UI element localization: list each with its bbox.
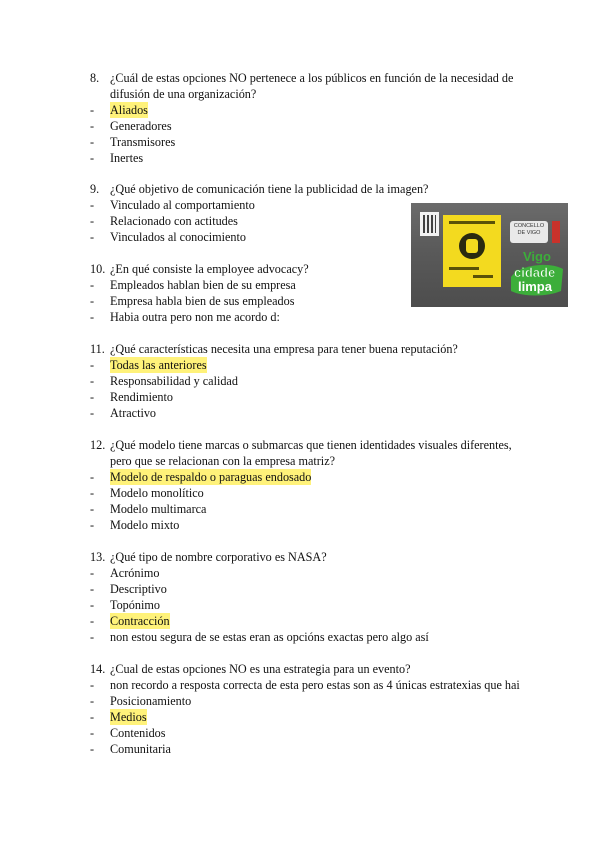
question-text: ¿Cual de estas opciones NO es una estrategia para un evento? xyxy=(110,662,411,676)
svg-text:cidade: cidade xyxy=(514,265,556,280)
question-text: pero que se relacionan con la empresa matriz? xyxy=(110,454,336,468)
answer-text: Relacionado con actitudes xyxy=(110,214,238,228)
bullet-dash: - xyxy=(90,694,95,708)
answer-text: Vinculado al comportamiento xyxy=(110,198,255,212)
answer-text: Vinculados al conocimiento xyxy=(110,230,247,244)
bullet-dash: - xyxy=(90,230,95,244)
answer-option xyxy=(90,373,530,389)
question-text: difusión de una organización? xyxy=(110,87,257,101)
bullet-dash: - xyxy=(90,582,95,596)
answer-text: Transmisores xyxy=(110,135,176,149)
question-number: 9. xyxy=(90,182,100,196)
question-number: 11. xyxy=(90,342,105,356)
poster-seal-icon xyxy=(459,233,485,259)
highlighted-answer: Aliados xyxy=(110,103,148,117)
answer-text: Contenidos xyxy=(110,726,166,740)
bullet-dash: - xyxy=(90,135,95,149)
answer-text: Empleados hablan bien de su empresa xyxy=(110,278,296,292)
answer-option xyxy=(90,565,530,581)
answer-option xyxy=(90,469,530,485)
bullet-dash: - xyxy=(90,214,95,228)
bullet-dash: - xyxy=(90,614,95,628)
answer-text: Atractivo xyxy=(110,406,157,420)
question-8 xyxy=(90,70,530,166)
answer-option xyxy=(90,741,530,757)
answer-text: Modelo multimarca xyxy=(110,502,207,516)
vigo-cidade-limpa-logo xyxy=(509,247,565,299)
bullet-dash: - xyxy=(90,310,95,324)
question-text: ¿Qué características necesita una empresa para tener buena reputación? xyxy=(110,342,458,356)
answer-option xyxy=(90,309,530,325)
bullet-dash: - xyxy=(90,358,95,372)
question-number: 14. xyxy=(90,662,106,676)
question-text: ¿Qué modelo tiene marcas o submarcas que tienen identidades visuales diferentes, xyxy=(110,438,512,452)
highlighted-answer: Modelo de respaldo o paraguas endosado xyxy=(110,470,312,484)
answer-option xyxy=(90,118,530,134)
answer-option xyxy=(90,677,530,693)
question-number: 10. xyxy=(90,262,106,276)
concello-sign: CONCELLO DE VIGO xyxy=(510,221,548,243)
bullet-dash: - xyxy=(90,390,95,404)
question-text: ¿En qué consiste la employee advocacy? xyxy=(110,262,309,276)
answer-option xyxy=(90,725,530,741)
bullet-dash: - xyxy=(90,518,95,532)
question-number: 8. xyxy=(90,71,100,85)
answer-text: Topónimo xyxy=(110,598,160,612)
highlighted-answer: Medios xyxy=(110,710,147,724)
answer-option xyxy=(90,102,530,118)
question-12 xyxy=(90,437,530,533)
question-13 xyxy=(90,549,530,645)
question-14 xyxy=(90,661,530,757)
answer-text: Posicionamiento xyxy=(110,694,192,708)
answer-option xyxy=(90,485,530,501)
bullet-dash: - xyxy=(90,630,95,644)
question-11 xyxy=(90,341,530,421)
answer-text: non recordo a resposta correcta de esta pero estas son as 4 únicas estratexias que hai xyxy=(110,678,520,692)
bullet-dash: - xyxy=(90,678,95,692)
answer-text: Habia outra pero non me acordo d: xyxy=(110,310,280,324)
bullet-dash: - xyxy=(90,726,95,740)
bullet-dash: - xyxy=(90,119,95,133)
answer-option xyxy=(90,629,530,645)
answer-text: Generadores xyxy=(110,119,172,133)
answer-option xyxy=(90,501,530,517)
question-number: 13. xyxy=(90,550,106,564)
answer-text: Modelo monolítico xyxy=(110,486,204,500)
answer-text: Modelo mixto xyxy=(110,518,180,532)
answer-option xyxy=(90,613,530,629)
answer-option xyxy=(90,134,530,150)
bullet-dash: - xyxy=(90,374,95,388)
answer-text: non estou segura de se estas eran as opcións exactas pero algo así xyxy=(110,630,429,644)
bullet-dash: - xyxy=(90,151,95,165)
highlighted-answer: Contracción xyxy=(110,614,170,628)
highlighted-answer: Todas las anteriores xyxy=(110,358,207,372)
answer-option xyxy=(90,693,530,709)
question-text: ¿Cuál de estas opciones NO pertenece a los públicos en función de la necesidad de xyxy=(110,71,514,85)
bullet-dash: - xyxy=(90,406,95,420)
bullet-dash: - xyxy=(90,294,95,308)
answer-option xyxy=(90,581,530,597)
answer-text: Comunitaria xyxy=(110,742,171,756)
qr-code-icon xyxy=(420,212,439,236)
answer-text: Empresa habla bien de sus empleados xyxy=(110,294,295,308)
bullet-dash: - xyxy=(90,486,95,500)
question-number: 12. xyxy=(90,438,106,452)
answer-text: Responsabilidad y calidad xyxy=(110,374,238,388)
bullet-dash: - xyxy=(90,502,95,516)
svg-text:limpa: limpa xyxy=(518,279,552,294)
question-text: ¿Qué tipo de nombre corporativo es NASA? xyxy=(110,550,327,564)
answer-option xyxy=(90,405,530,421)
question-number xyxy=(90,453,110,469)
answer-text: Acrónimo xyxy=(110,566,160,580)
bullet-dash: - xyxy=(90,198,95,212)
bullet-dash: - xyxy=(90,103,95,117)
answer-option xyxy=(90,597,530,613)
red-mark xyxy=(552,221,560,243)
bullet-dash: - xyxy=(90,470,95,484)
ad-photo xyxy=(411,203,568,307)
answer-option xyxy=(90,517,530,533)
answer-option xyxy=(90,357,530,373)
question-number xyxy=(90,86,110,102)
bullet-dash: - xyxy=(90,598,95,612)
bullet-dash: - xyxy=(90,278,95,292)
answer-text: Inertes xyxy=(110,151,144,165)
answer-option xyxy=(90,709,530,725)
answer-option xyxy=(90,389,530,405)
answer-option xyxy=(90,150,530,166)
yellow-poster xyxy=(443,215,501,287)
bullet-dash: - xyxy=(90,566,95,580)
question-text: ¿Qué objetivo de comunicación tiene la publicidad de la imagen? xyxy=(110,182,429,196)
bullet-dash: - xyxy=(90,710,95,724)
svg-text:Vigo: Vigo xyxy=(523,249,551,264)
bullet-dash: - xyxy=(90,742,95,756)
answer-text: Descriptivo xyxy=(110,582,167,596)
answer-text: Rendimiento xyxy=(110,390,173,404)
